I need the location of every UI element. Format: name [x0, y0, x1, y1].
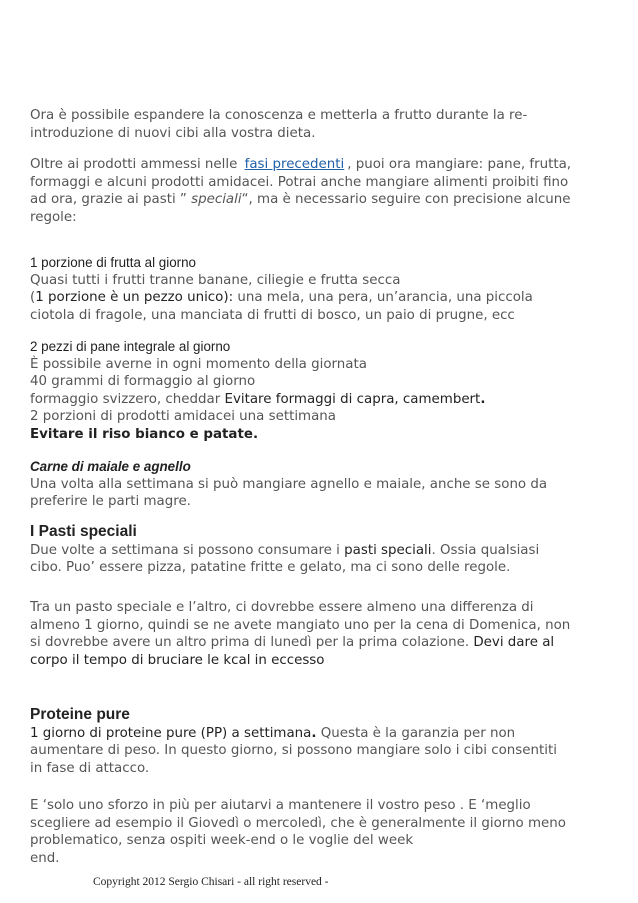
text-line: end. — [30, 850, 60, 866]
text-line: Ora è possibile espandere la conoscenza e metterla a frutto durante la re- — [30, 108, 528, 123]
meat-section — [30, 458, 615, 511]
special-section — [30, 523, 615, 577]
text-line: ciotola di fragole, una manciata di frutti di bosco, un paio di prugne, ecc — [30, 307, 515, 323]
copyright-footer: Copyright 2012 Sergio Chisari - all right reserved - — [93, 876, 329, 888]
text-line: almeno 1 giorno, quindi se ne avete mangiato uno per la cena di Domenica, non — [30, 617, 571, 633]
protein-advice-paragraph — [30, 797, 615, 867]
previous-phases-link[interactable]: fasi precedenti — [244, 157, 345, 172]
fruit-section — [30, 254, 615, 324]
text-line: Oltre ai prodotti ammessi nelle fasi precedenti , puoi ora mangiare: pane, frutta, — [30, 157, 572, 172]
text-line: 1 giorno di proteine pure (PP) a settimana. Questa è la garanzia per non — [30, 725, 516, 741]
text-line: cibo. Puo’ essere pizza, patatine fritte e gelato, ma ci sono delle regole. — [30, 560, 511, 576]
text-line: 40 grammi di formaggio al giorno — [30, 374, 256, 390]
text-line: formaggio svizzero, cheddar Evitare formaggi di capra, camembert. — [30, 391, 486, 407]
text-line: Tra un pasto speciale e l’altro, ci dovrebbe essere almeno una differenza di — [30, 600, 534, 615]
special-heading: I Pasti speciali — [30, 523, 137, 540]
text-line: scegliere ad esempio il Giovedì o mercoledì, che è generalmente il giorno meno — [30, 815, 566, 831]
text-line: problematico, senza ospiti week-end o le voglie del week — [30, 833, 414, 849]
text-line: Una volta alla settimana si può mangiare agnello e maiale, anche se sono da — [30, 476, 548, 492]
text-line: regole: — [30, 209, 77, 225]
text-line: E ‘solo uno sforzo in più per aiutarvi a mantenere il vostro peso . E ‘meglio — [30, 798, 531, 813]
meat-heading: Carne di maiale e agnello — [30, 459, 191, 474]
bread-heading: 2 pezzi di pane integrale al giorno — [30, 339, 231, 354]
text-line: preferire le parti magre. — [30, 494, 191, 510]
text-line: in fase di attacco. — [30, 760, 150, 776]
protein-section — [30, 706, 615, 777]
protein-heading: Proteine pure — [30, 706, 130, 723]
text-line: Evitare il riso bianco e patate. — [30, 426, 259, 442]
special-rules-paragraph — [30, 599, 615, 669]
text-line: formaggi e alcuni prodotti amidacei. Potrai anche mangiare alimenti proibiti fino — [30, 174, 569, 190]
text-line: Due volte a settimana si possono consumare i pasti speciali. Ossia qualsiasi — [30, 542, 540, 558]
allowed-paragraph — [30, 156, 615, 226]
fruit-heading: 1 porzione di frutta al giorno — [30, 255, 196, 270]
text-line: introduzione di nuovi cibi alla vostra dieta. — [30, 125, 316, 141]
text-line: 2 porzioni di prodotti amidacei una settimana — [30, 409, 336, 425]
text-line: aumentare di peso. In questo giorno, si possono mangiare solo i cibi consentiti — [30, 743, 557, 759]
text-line: ad ora, grazie ai pasti ” speciali“, ma è necessario seguire con precisione alcune — [30, 192, 571, 208]
bread-section — [30, 338, 615, 444]
text-line: (1 porzione è un pezzo unico): una mela, una pera, un’arancia, una piccola — [30, 290, 533, 306]
text-line: È possibile averne in ogni momento della giornata — [30, 356, 367, 372]
text-line: corpo il tempo di bruciare le kcal in eccesso — [30, 652, 325, 668]
intro-paragraph — [30, 107, 615, 142]
text-line: Quasi tutti i frutti tranne banane, ciliegie e frutta secca — [30, 272, 401, 288]
text-line: si dovrebbe avere un altro prima di lunedì per la prima colazione. Devi dare al — [30, 635, 555, 651]
